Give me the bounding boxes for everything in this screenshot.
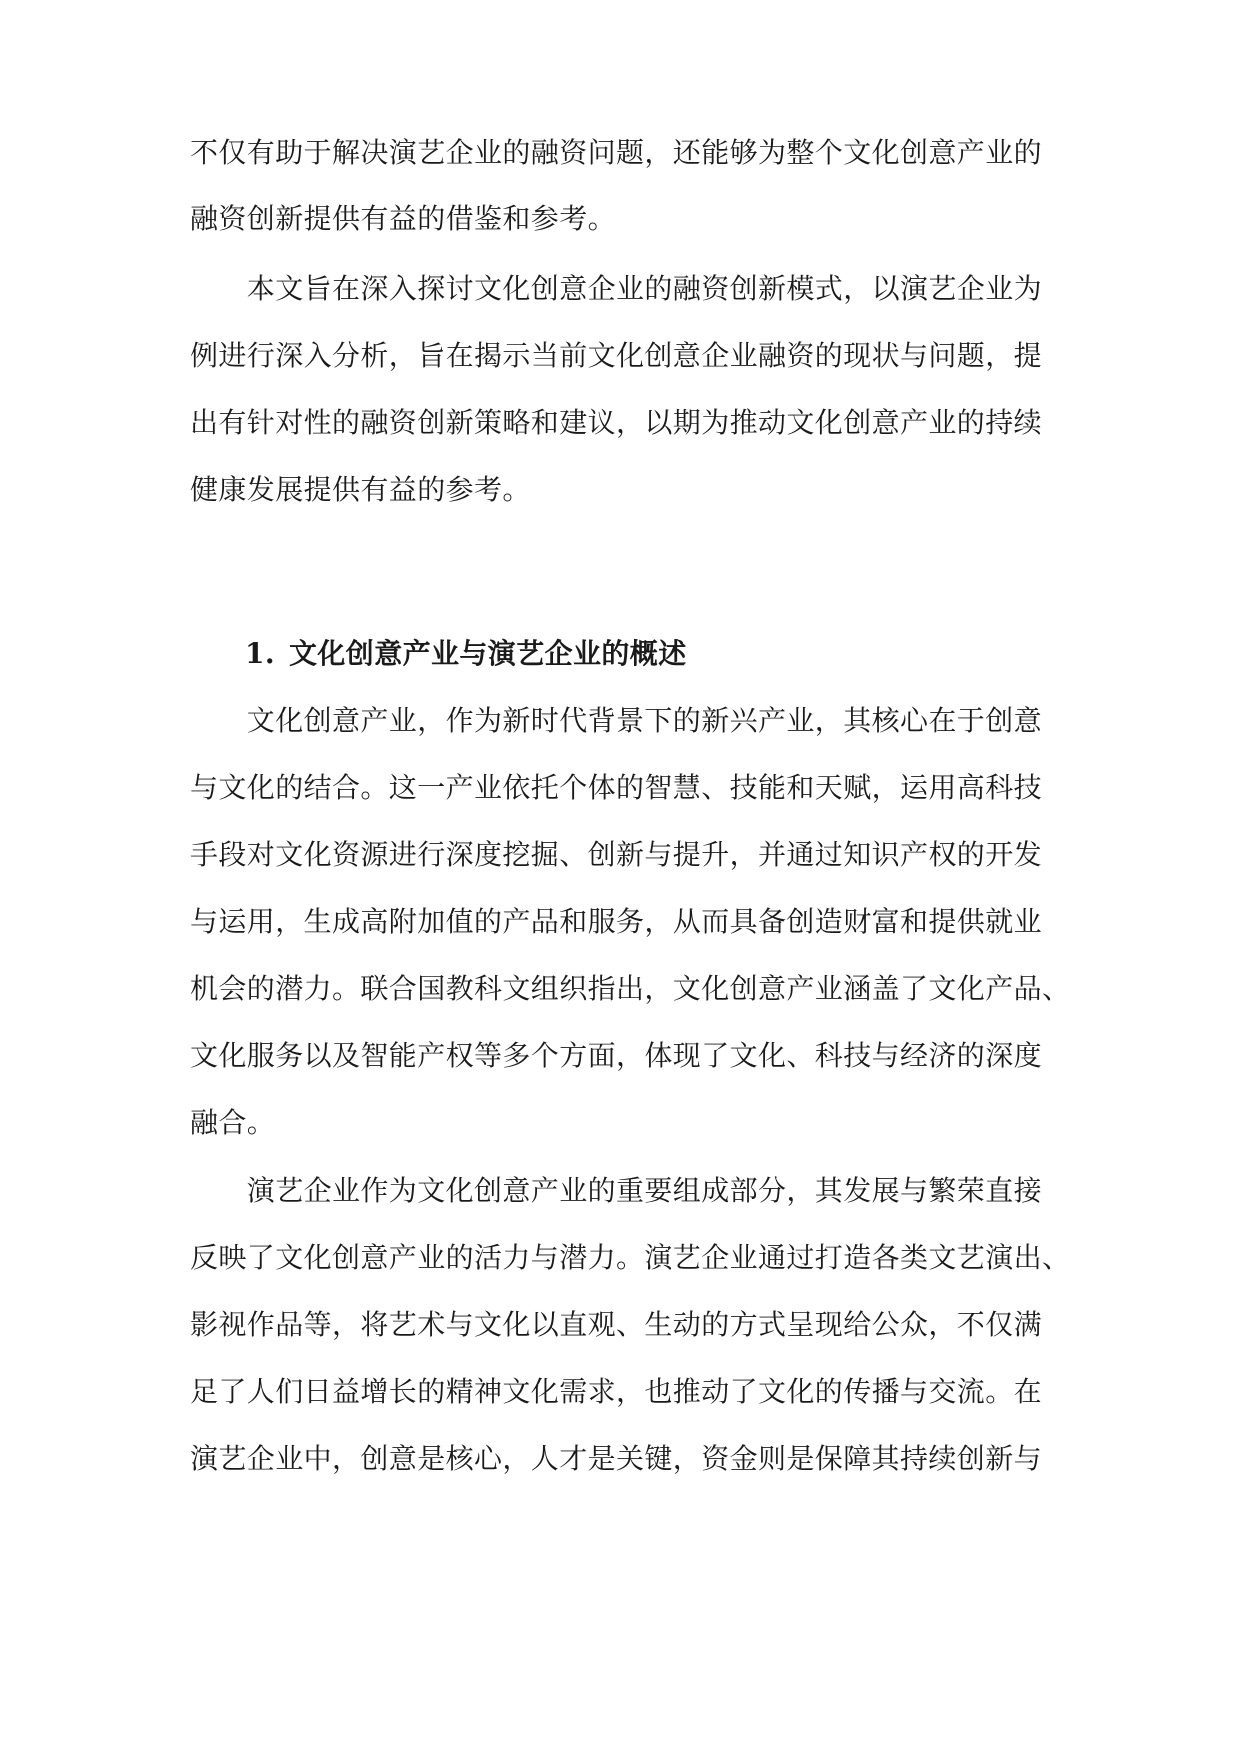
paragraph-line: 与运用，生成高附加值的产品和服务，从而具备创造财富和提供就业 xyxy=(190,905,1043,938)
section-title: 文化创意产业与演艺企业的概述 xyxy=(289,637,687,670)
paragraph-line: 文化创意产业，作为新时代背景下的新兴产业，其核心在于创意 xyxy=(190,704,1043,737)
paragraph-line: 反映了文化创意产业的活力与潜力。演艺企业通过打造各类文艺演出、 xyxy=(190,1241,1071,1274)
paragraph-line: 不仅有助于解决演艺企业的融资问题，还能够为整个文化创意产业的 xyxy=(190,136,1043,169)
section-number: 1. xyxy=(245,637,276,670)
paragraph-line: 机会的潜力。联合国教科文组织指出，文化创意产业涵盖了文化产品、 xyxy=(190,972,1071,1005)
paragraph-line: 例进行深入分析，旨在揭示当前文化创意企业融资的现状与问题，提 xyxy=(190,339,1043,372)
paragraph-line: 演艺企业中，创意是核心，人才是关键，资金则是保障其持续创新与 xyxy=(190,1442,1043,1475)
paragraph-line: 出有针对性的融资创新策略和建议，以期为推动文化创意产业的持续 xyxy=(190,406,1043,439)
paragraph-line: 健康发展提供有益的参考。 xyxy=(190,473,531,506)
paragraph-line: 手段对文化资源进行深度挖掘、创新与提升，并通过知识产权的开发 xyxy=(190,838,1043,871)
paragraph-line: 融合。 xyxy=(190,1106,276,1139)
paragraph-line: 足了人们日益增长的精神文化需求，也推动了文化的传播与交流。在 xyxy=(190,1375,1043,1408)
paragraph-line: 融资创新提供有益的借鉴和参考。 xyxy=(190,202,617,235)
paragraph-line: 与文化的结合。这一产业依托个体的智慧、技能和天赋，运用高科技 xyxy=(190,771,1043,804)
paragraph-line: 本文旨在深入探讨文化创意企业的融资创新模式，以演艺企业为 xyxy=(190,272,1043,305)
paragraph-line: 影视作品等，将艺术与文化以直观、生动的方式呈现给公众，不仅满 xyxy=(190,1308,1043,1341)
paragraph-line: 演艺企业作为文化创意产业的重要组成部分，其发展与繁荣直接 xyxy=(190,1174,1043,1207)
paragraph-line: 文化服务以及智能产权等多个方面，体现了文化、科技与经济的深度 xyxy=(190,1039,1043,1072)
section-heading xyxy=(245,634,1107,674)
